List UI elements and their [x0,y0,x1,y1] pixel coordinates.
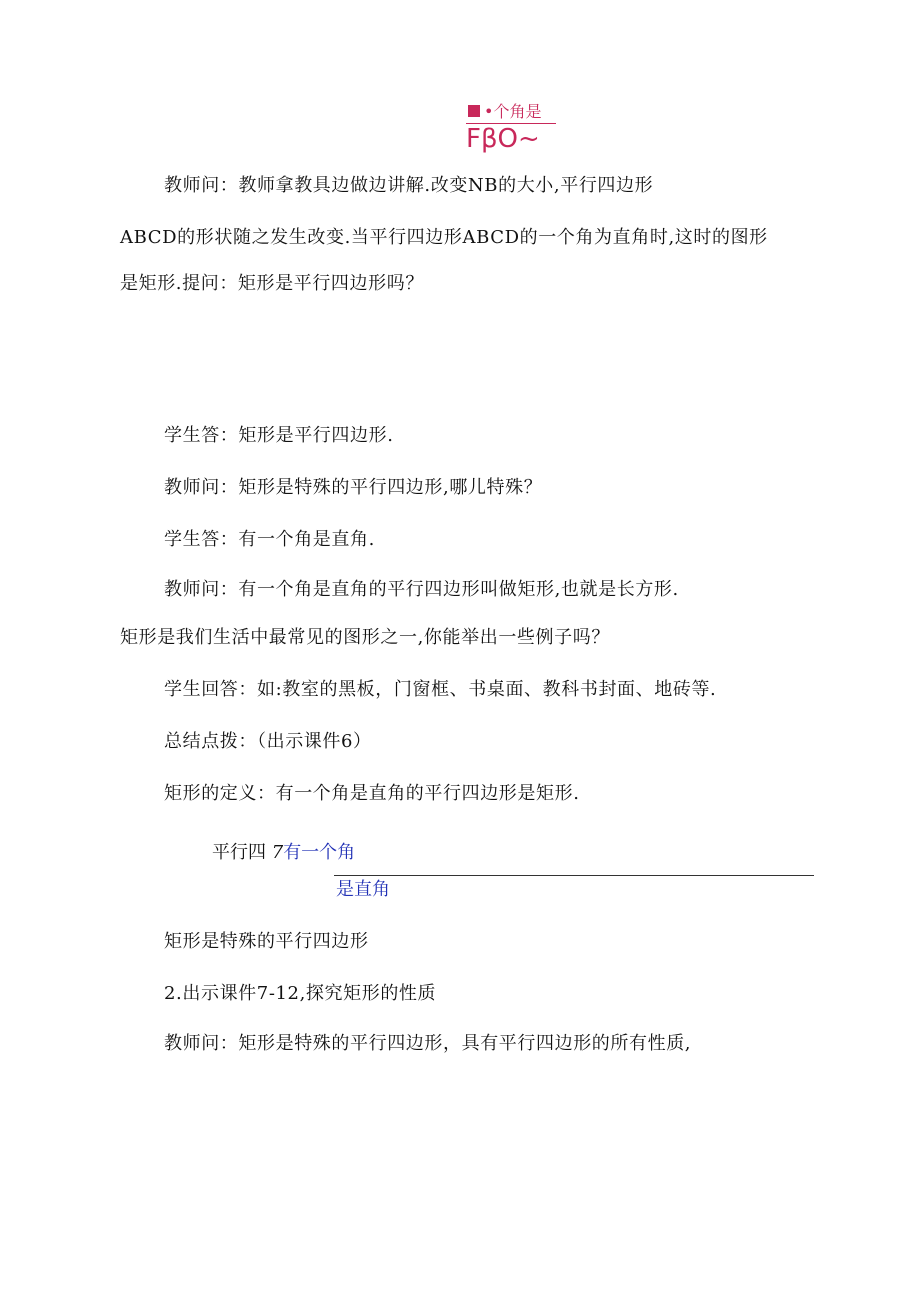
diagram-left-text: 平行四 [212,842,266,863]
figure-label: FβO~ [466,124,540,154]
paragraph-teacher-question-3: 教师问：有一个角是直角的平行四边形叫做矩形,也就是长方形. [164,579,679,600]
paragraph-student-answer-2: 学生答：有一个角是直角. [164,529,375,550]
paragraph-definition: 矩形的定义：有一个角是直角的平行四边形是矩形. [164,783,580,804]
paragraph-student-answer-3: 学生回答：如:教室的黑板，门窗框、书桌面、教科书封面、地砖等. [164,679,717,700]
figure-caption: •个角是 [484,102,542,121]
paragraph-teacher-question-2: 教师问：矩形是特殊的平行四边形,哪儿特殊？ [164,477,543,498]
paragraph-teacher-question-4: 教师问：矩形是特殊的平行四边形，具有平行四边形的所有性质, [164,1033,692,1054]
paragraph-step-2: 2.出示课件7-12,探究矩形的性质 [164,983,437,1004]
figure-fragment-top [466,102,562,154]
paragraph-teacher-question-1-end: 是矩形.提问：矩形是平行四边形吗？ [120,273,424,294]
paragraph-student-answer-1: 学生答：矩形是平行四边形. [164,425,394,446]
diagram-condition-bottom: 是直角 [336,879,390,900]
diagram-condition-top: 有一个角 [283,842,356,863]
paragraph-teacher-question-1: 教师问：教师拿教具边做边讲解.改变NB的大小,平行四边形 [164,175,654,196]
paragraph-summary: 总结点拨：（出示课件6） [164,731,372,752]
diagram-rule [334,875,814,876]
diagram-connector: 7 [271,842,284,863]
paragraph-conclusion: 矩形是特殊的平行四边形 [164,931,369,952]
paragraph-teacher-question-3-cont: 矩形是我们生活中最常见的图形之一,你能举出一些例子吗？ [120,627,610,648]
square-mark-icon [468,105,480,117]
diagram-top-row [212,841,355,865]
paragraph-teacher-question-1-cont: ABCD的形状随之发生改变.当平行四边形ABCD的一个角为直角时,这时的图形 [120,227,768,248]
